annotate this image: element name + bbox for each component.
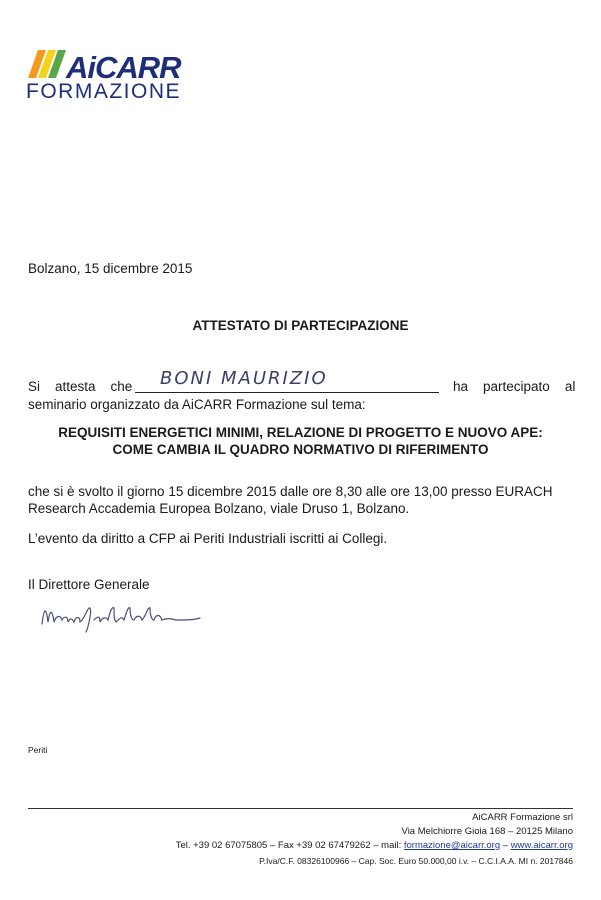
footer-divider <box>28 808 573 809</box>
footer-website-link[interactable]: www.aicarr.org <box>510 840 573 851</box>
footer-address: Via Melchiorre Gioia 168 – 20125 Milano <box>401 826 573 837</box>
name-underline <box>135 392 439 393</box>
attest-line2: seminario organizzato da AiCARR Formazione sul tema: <box>28 397 366 412</box>
logo-subtitle: FORMAZIONE <box>26 80 181 103</box>
signatory-role: Il Direttore Generale <box>28 577 150 592</box>
seminar-title-line1: REQUISITI ENERGETICI MINIMI, RELAZIONE DI PROGETTO E NUOVO APE: <box>58 425 543 440</box>
seminar-title-line2: COME CAMBIA IL QUADRO NORMATIVO DI RIFERIMENTO <box>112 442 489 457</box>
details-line2: Research Accademia Europea Bolzano, viale Druso 1, Bolzano. <box>28 501 410 516</box>
footer-contacts-prefix: Tel. +39 02 67075805 – Fax +39 02 67479262 – mail: <box>175 840 404 851</box>
details-line1: che si è svolto il giorno 15 dicembre 2015 dalle ore 8,30 alle ore 13,00 presso EURACH <box>28 484 553 499</box>
document-title: ATTESTATO DI PARTECIPAZIONE <box>192 318 409 333</box>
attest-prefix: Si attesta che <box>28 379 133 394</box>
place-date: Bolzano, 15 dicembre 2015 <box>28 261 193 276</box>
footer-contacts <box>176 839 573 852</box>
footer-separator: – <box>500 840 511 851</box>
attest-suffix: ha partecipato al <box>453 379 576 394</box>
footer-legal: P.Iva/C.F. 08326100966 – Cap. Soc. Euro 50.000,00 i.v. – C.C.I.A.A. MI n. 2017846 <box>259 856 573 866</box>
footer-email-link[interactable]: formazione@aicarr.org <box>403 840 501 851</box>
cfp-note: L’evento da diritto a CFP ai Periti Industriali iscritti ai Collegi. <box>28 531 388 546</box>
director-signature <box>36 598 216 636</box>
logo-brand-text: AiCARR <box>66 50 181 85</box>
participant-name-handwritten: BONI MAURIZIO <box>160 368 328 389</box>
footer-company: AiCARR Formazione srl <box>472 812 573 823</box>
small-note: Periti <box>28 745 48 755</box>
